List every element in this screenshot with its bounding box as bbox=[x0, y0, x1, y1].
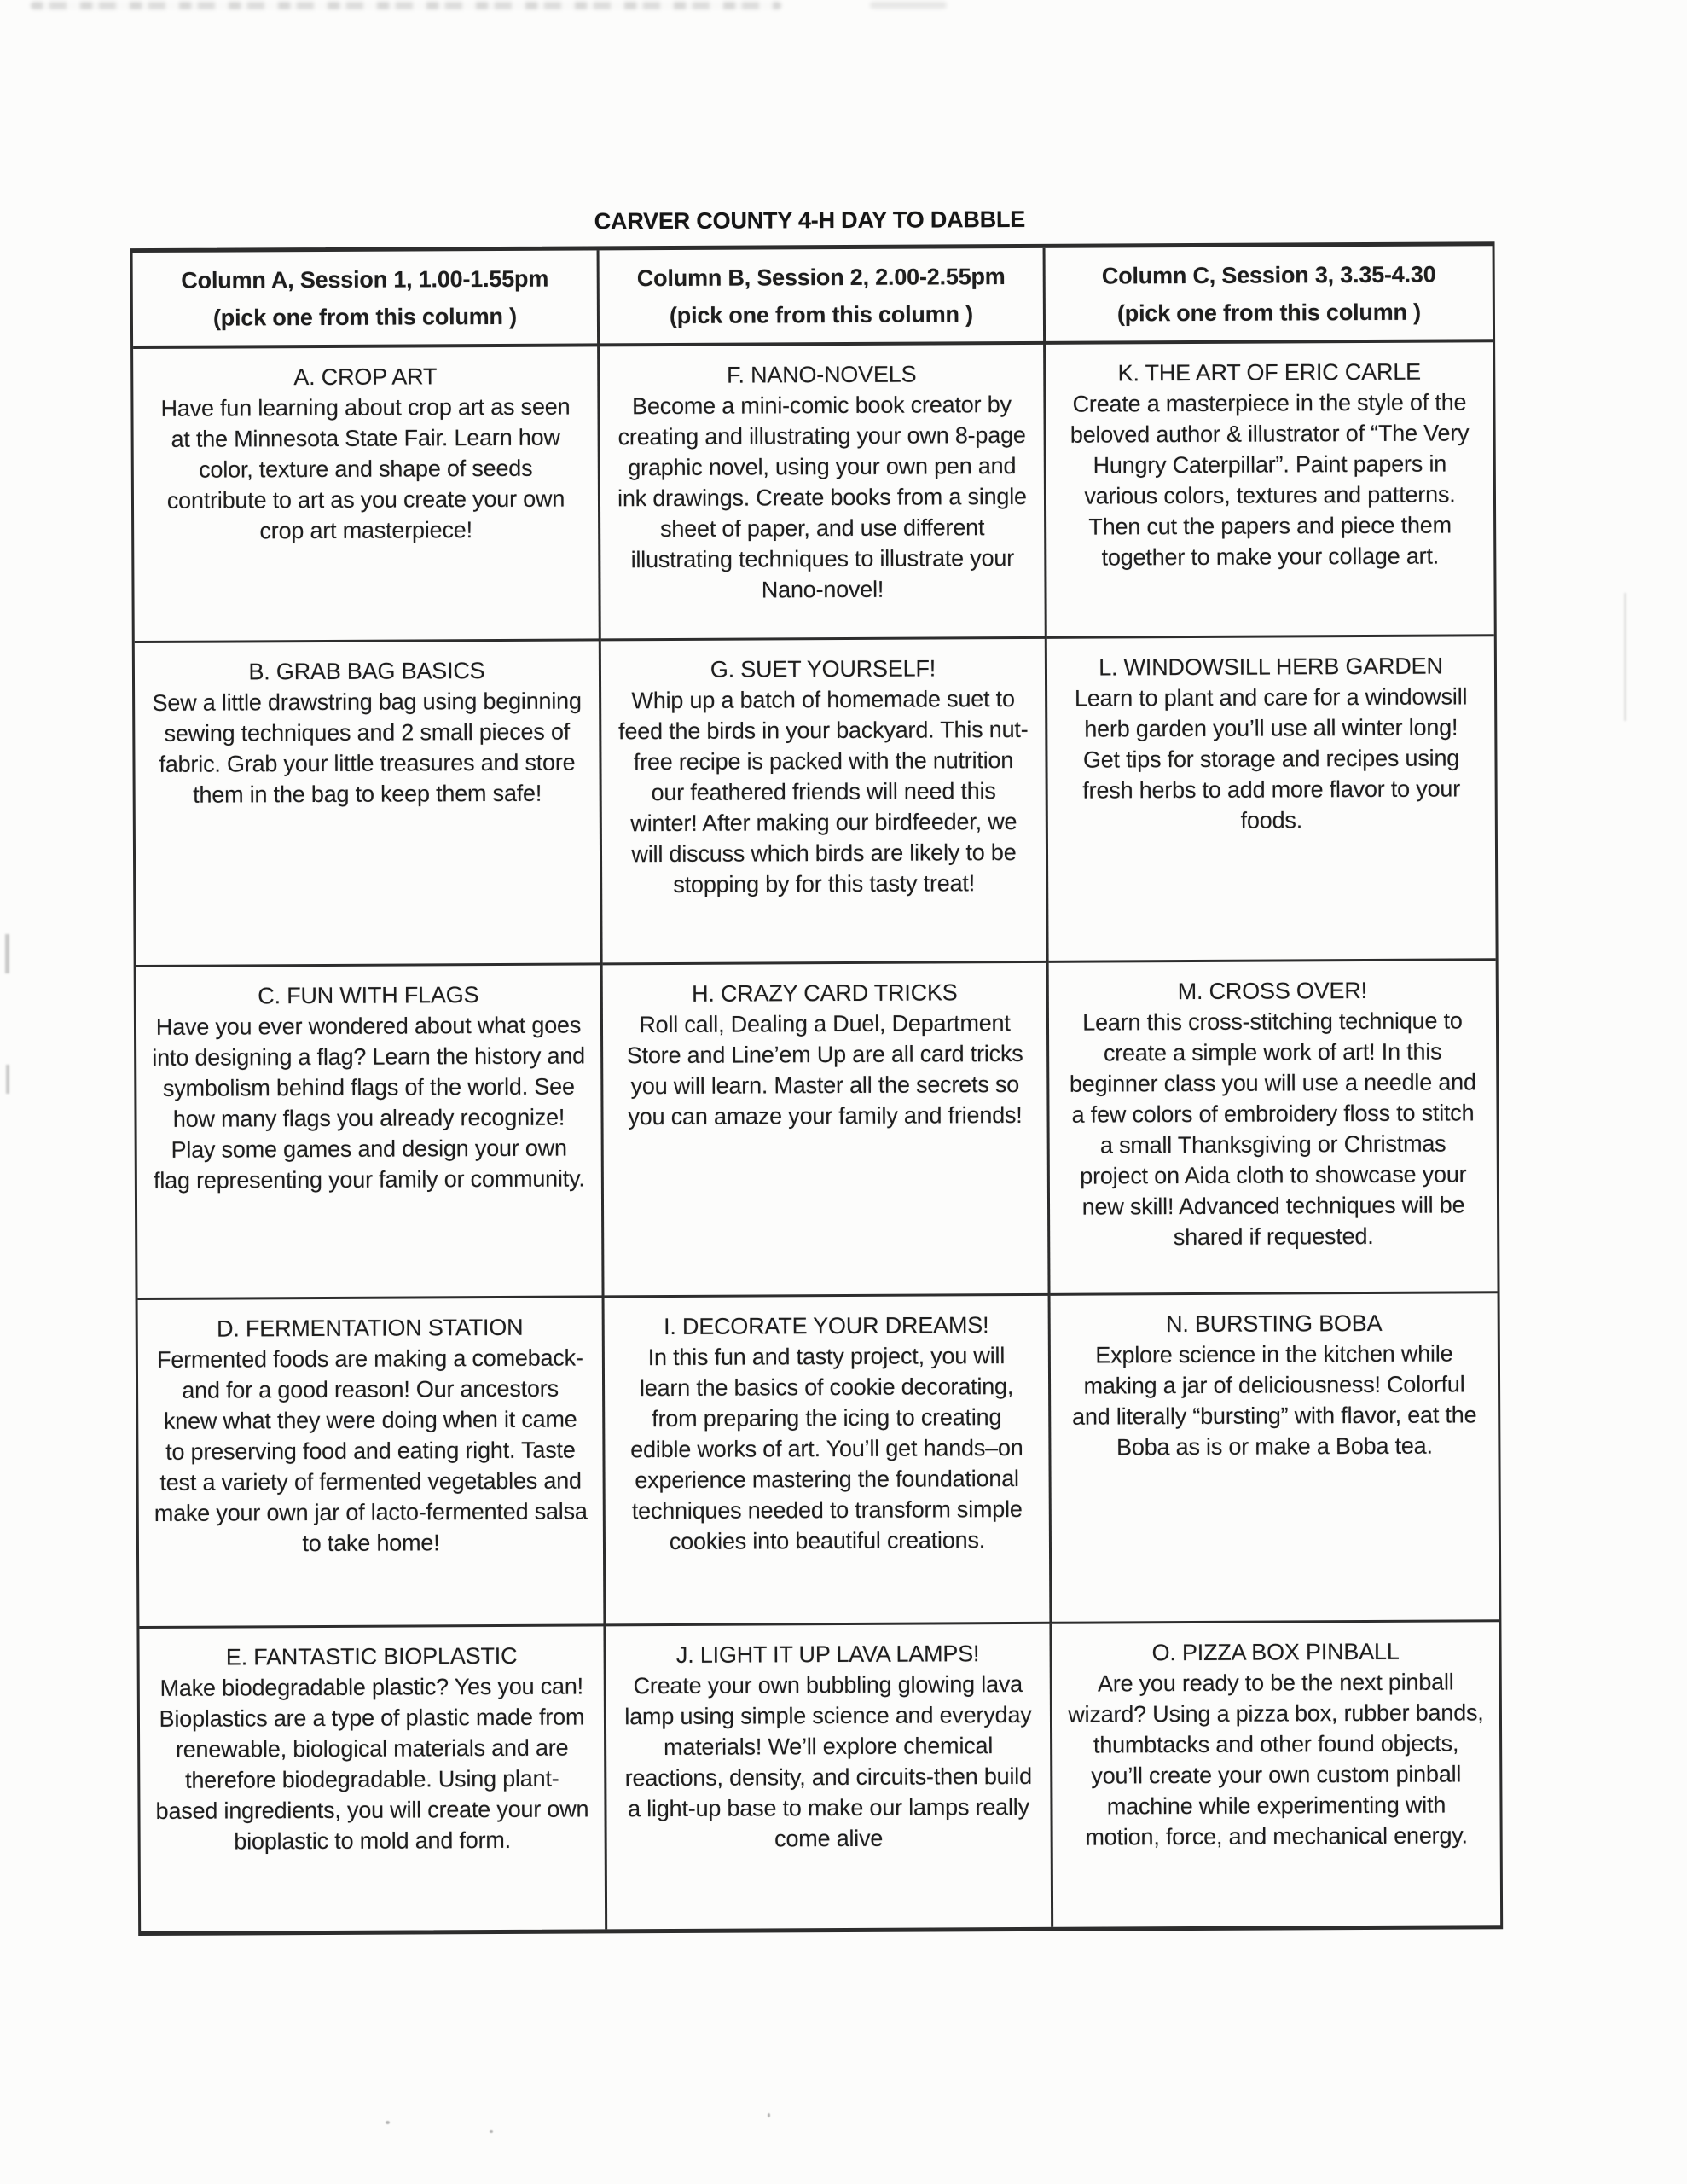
activity-title: L. WINDOWSILL HERB GARDEN bbox=[1099, 653, 1443, 681]
activity-title: J. LIGHT IT UP LAVA LAMPS! bbox=[675, 1641, 980, 1668]
schedule-table bbox=[130, 241, 1504, 1936]
activity-title: H. CRAZY CARD TRICKS bbox=[691, 979, 958, 1007]
activity-title: B. GRAB BAG BASICS bbox=[248, 658, 485, 685]
activity-title: N. BURSTING BOBA bbox=[1165, 1310, 1383, 1338]
activity-title: O. PIZZA BOX PINBALL bbox=[1151, 1638, 1400, 1666]
activity-title: A. CROP ART bbox=[293, 363, 438, 391]
activity-description: Whip up a batch of homemade suet to feed the birds in your backyard. This nut-free recipe is packed with the nutrition our feathered friends will need this winter! After making our birdfeeder, we will discuss which birds are likely to be stopping by for this tasty treat! bbox=[618, 686, 1029, 897]
activity-description: Have you ever wondered about what goes into designing a flag? Learn the history and symbolism behind flags of the world. See how many flags you already recognize! Play some games and design your own flag representing your family or community. bbox=[152, 1012, 586, 1194]
cell-fermentation-station bbox=[138, 1298, 606, 1629]
activity-description: Roll call, Dealing a Duel, Department Store and Line’em Up are all card tricks you will learn. Master all the secrets so you can amaze your family and friends! bbox=[626, 1010, 1023, 1130]
cell-crop-art bbox=[133, 346, 601, 643]
cell-suet-yourself bbox=[601, 639, 1049, 966]
column-a-header-session: Column A, Session 1, 1.00-1.55pm bbox=[181, 265, 549, 293]
activity-title: G. SUET YOURSELF! bbox=[710, 655, 936, 682]
activity-description: Create a masterpiece in the style of the beloved author & illustrator of “The Very Hungry Caterpillar”. Paint papers in various colors, textures and patterns. Then cut the papers and piece them together to make your collage art. bbox=[1070, 389, 1470, 571]
column-a-header bbox=[133, 250, 600, 349]
activity-title: D. FERMENTATION STATION bbox=[216, 1314, 524, 1342]
cell-crazy-card-tricks bbox=[603, 963, 1051, 1298]
activity-title: E. FANTASTIC BIOPLASTIC bbox=[225, 1642, 518, 1670]
activity-description: Have fun learning about crop art as seen at the Minnesota State Fair. Learn how color, texture and shape of seeds contribute to art as you create your own crop art masterpiece! bbox=[160, 393, 571, 544]
activity-description: Are you ready to be the next pinball wizard? Using a pizza box, rubber bands, thumbtacks and other found objects, you’ll create your own custom pinball machine while experimenting with motion, force, and mechanical energy. bbox=[1068, 1669, 1484, 1850]
activity-description: Make biodegradable plastic? Yes you can! Bioplastics are a type of plastic made from renewable, biological materials and are therefore biodegradable. Using plant-based ingredients, you will create your own bioplastic to mold and form. bbox=[155, 1673, 589, 1855]
column-b-header-note: (pick one from this column ) bbox=[669, 300, 973, 328]
activity-description: Explore science in the kitchen while making a jar of deliciousness! Colorful and literally “bursting” with flavor, eat the Boba as is or make a Boba tea. bbox=[1072, 1340, 1477, 1461]
cell-fun-with-flags bbox=[136, 965, 605, 1300]
column-b-header-session: Column B, Session 2, 2.00-2.55pm bbox=[636, 263, 1006, 291]
column-a-header-note: (pick one from this column ) bbox=[212, 303, 517, 331]
activity-title: C. FUN WITH FLAGS bbox=[258, 982, 479, 1009]
cell-windowsill-herb-garden bbox=[1047, 636, 1496, 963]
cell-nano-novels bbox=[600, 345, 1047, 642]
activity-description: Become a mini-comic book creator by creating and illustrating your own 8-page graphic novel, using your own pen and ink drawings. Create books from a single sheet of paper, and use different illustrating techniques to illustrate your Nano-novel! bbox=[617, 392, 1027, 603]
column-b-header bbox=[600, 248, 1046, 347]
activity-description: Create your own bubbling glowing lava lamp using simple science and everyday materials! We’ll explore chemical reactions, density, and circuits-then build a light-up base to make our lamps really come alive bbox=[624, 1670, 1032, 1852]
activity-description: Fermented foods are making a comeback- and for a good reason! Our ancestors knew what they were doing when it came to preserving food and eating right. Taste test a variety of fermented vegetables and make your own jar of lacto-fermented salsa to take home! bbox=[154, 1345, 588, 1557]
activity-description: Sew a little drawstring bag using beginning sewing techniques and 2 small pieces of fabric. Grab your little treasures and store them in the bag to keep them safe! bbox=[152, 688, 582, 808]
activity-title: K. THE ART OF ERIC CARLE bbox=[1117, 358, 1421, 386]
cell-fantastic-bioplastic bbox=[139, 1626, 607, 1931]
activity-description: Learn this cross-stitching technique to create a simple work of art! In this beginner class you will use a needle and a few colors of embroidery floss to stitch a small Thanksgiving or Christmas project on Aida cloth to showcase your new skill! Advanced techniques will be shared if requested. bbox=[1069, 1008, 1476, 1251]
cell-grab-bag-basics bbox=[135, 641, 603, 967]
cell-cross-over bbox=[1049, 961, 1498, 1296]
activity-title: M. CROSS OVER! bbox=[1177, 977, 1367, 1005]
column-c-header-note: (pick one from this column ) bbox=[1116, 299, 1421, 326]
cell-bursting-boba bbox=[1051, 1293, 1499, 1624]
activity-title: I. DECORATE YOUR DREAMS! bbox=[664, 1312, 989, 1340]
activity-description: Learn to plant and care for a windowsill herb garden you’ll use all winter long! Get tips for storage and recipes using fresh herbs to add more flavor to your foods. bbox=[1074, 683, 1468, 834]
page-title: CARVER COUNTY 4-H DAY TO DABBLE bbox=[594, 206, 1026, 235]
cell-decorate-your-dreams bbox=[605, 1296, 1052, 1627]
column-c-header bbox=[1046, 246, 1493, 345]
activity-title: F. NANO-NOVELS bbox=[727, 361, 917, 388]
cell-art-of-eric-carle bbox=[1046, 342, 1494, 639]
activity-description: In this fun and tasty project, you will learn the basics of cookie decorating, from preparing the icing to creating edible works of art. You’ll get hands–on experience mastering the foundational techniques needed to transform simple cookies into beautiful creations. bbox=[630, 1343, 1023, 1555]
column-c-header-session: Column C, Session 3, 3.35-4.30 bbox=[1101, 261, 1436, 289]
cell-light-it-up-lava-lamps bbox=[606, 1624, 1053, 1930]
cell-pizza-box-pinball bbox=[1052, 1622, 1500, 1927]
